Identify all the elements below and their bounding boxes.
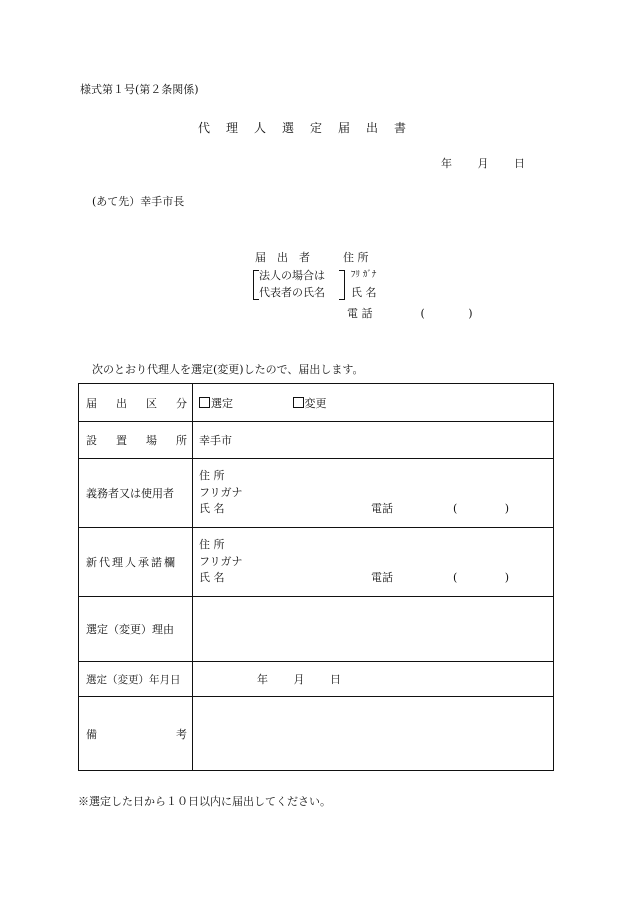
obligor-address-label: 住 所 <box>199 469 225 483</box>
label-char: 置 <box>116 434 127 447</box>
label-char: 考 <box>176 727 187 741</box>
obligor-label: 義務者又は使用者 <box>79 459 193 528</box>
agent-furigana-label: フリガナ <box>199 554 243 568</box>
applicant-name-label: 氏 名 <box>351 286 377 299</box>
table-row <box>79 662 554 697</box>
obligor-phone-paren: ( ) <box>453 502 532 516</box>
obligor-name-label: 氏 名 <box>199 502 225 516</box>
agent-phone-paren: ( ) <box>453 571 532 585</box>
agent-name-label: 氏 名 <box>199 571 225 585</box>
remarks-label <box>79 697 193 771</box>
obligor-fields[interactable] <box>193 459 554 528</box>
applicant-phone <box>347 305 493 321</box>
location-value[interactable]: 幸手市 <box>193 422 554 459</box>
reason-label: 選定（変更）理由 <box>79 597 193 662</box>
agent-label: 新代理人承諾欄 <box>79 528 193 597</box>
checkbox-icon[interactable] <box>199 397 210 408</box>
corporate-note-line1: 法人の場合は <box>259 268 325 282</box>
applicant-label: 届 出 者 <box>255 251 310 264</box>
option-change-label: 変更 <box>304 396 327 410</box>
table-row <box>79 459 554 528</box>
reason-value[interactable] <box>193 597 554 662</box>
corporate-note <box>255 267 347 302</box>
option-change[interactable] <box>293 397 327 410</box>
submission-date: 年 月 日 <box>441 157 525 170</box>
selection-date-label: 選定（変更）年月日 <box>79 662 193 697</box>
table-row <box>79 384 554 422</box>
table-row <box>79 422 554 459</box>
obligor-phone-label: 電話 <box>371 502 393 516</box>
table-row <box>79 528 554 597</box>
category-value <box>193 384 554 422</box>
selection-date-value[interactable] <box>193 662 554 697</box>
label-char: 備 <box>86 727 97 741</box>
applicant-block <box>255 249 377 302</box>
label-char: 場 <box>146 434 157 447</box>
agent-address-label: 住 所 <box>199 538 225 552</box>
applicant-phone-paren: ( ) <box>420 307 493 320</box>
label-char: 所 <box>176 434 187 447</box>
form-number: 様式第１号(第２条関係) <box>80 83 199 96</box>
checkbox-icon[interactable] <box>293 397 304 408</box>
applicant-furigana-label: ﾌﾘ ｶﾞﾅ <box>351 269 377 280</box>
registration-table <box>78 383 554 771</box>
location-label <box>79 422 193 459</box>
label-char: 区 <box>146 396 157 410</box>
corporate-note-line2: 代表者の氏名 <box>259 286 325 299</box>
intro-text: 次のとおり代理人を選定(変更)したので、届出します。 <box>92 363 364 376</box>
agent-phone-label: 電話 <box>371 571 393 585</box>
table-row <box>79 597 554 662</box>
category-label <box>79 384 193 422</box>
page-title: 代理人選定届出書 <box>198 121 423 135</box>
remarks-value[interactable] <box>193 697 554 771</box>
label-char: 届 <box>86 396 97 410</box>
label-char: 出 <box>116 396 127 410</box>
option-select-label: 選定 <box>211 396 233 410</box>
table-row <box>79 697 554 771</box>
label-char: 設 <box>86 434 97 447</box>
footnote: ※選定した日から１０日以内に届出してください。 <box>78 795 331 808</box>
obligor-furigana-label: フリガナ <box>199 485 243 499</box>
agent-fields[interactable] <box>193 528 554 597</box>
option-select[interactable] <box>199 397 233 410</box>
selection-date-text: 年 月 日 <box>257 673 341 686</box>
applicant-phone-label: 電 話 <box>347 307 373 320</box>
label-char: 分 <box>176 396 187 410</box>
addressee: (あて先）幸手市長 <box>92 195 185 208</box>
applicant-address-label: 住 所 <box>343 251 369 264</box>
